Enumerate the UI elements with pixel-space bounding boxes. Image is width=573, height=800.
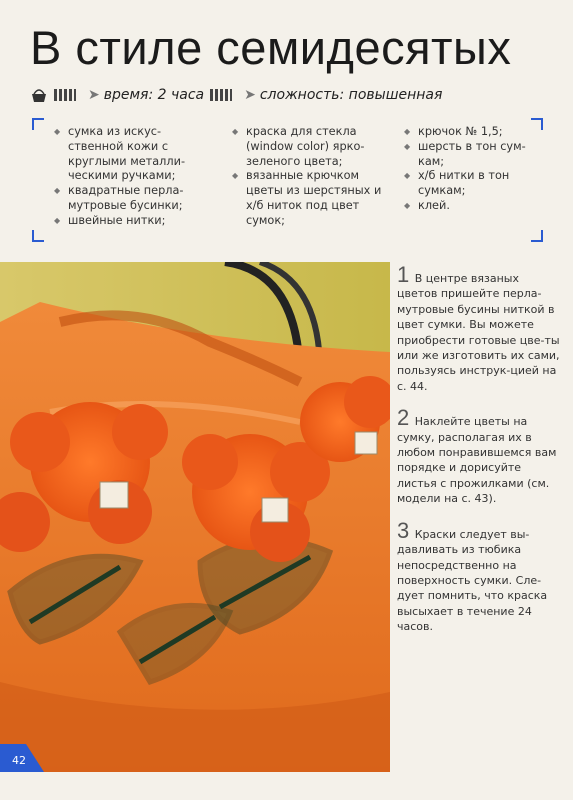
step-number: 3: [397, 517, 410, 543]
step-2: [397, 407, 562, 506]
material-item: ◆ х/б нитки в тон сумкам;: [404, 169, 544, 199]
step-text: Краски следует вы-давливать из тюбика непосредственно на поверхность сумки. Сле-дует помнить, что краска высыхает в течение 24 часов.: [397, 527, 548, 634]
material-item: ◆ краска для стекла (window color) ярко-зеленого цвета;: [232, 125, 382, 169]
materials-list: [48, 125, 548, 245]
materials-column-1: [54, 125, 204, 229]
step-text: В центре вязаных цветов пришейте перла-мутровые бусины ниткой в цвет сумки. Вы можете приобрести готовые цве-ты или же изготовить их сами, пользуясь инструк-цией на с. 44.: [397, 272, 560, 393]
arrow-hatch-icon: [210, 89, 232, 101]
difficulty-label: сложность: повышенная: [259, 87, 443, 103]
frame-corner: [32, 118, 44, 130]
material-item: ◆ сумка из искус-ственной кожи с круглыми металли-ческими ручками;: [54, 125, 204, 184]
material-item: ◆ шерсть в тон сум-кам;: [404, 140, 544, 170]
material-item: ◆ швейные нитки;: [54, 214, 204, 229]
page-title: В стиле семидесятых: [30, 21, 512, 74]
bag-photo: [0, 262, 390, 772]
step-text: Наклейте цветы на сумку, располагая их в любом понравившемся вам порядке и дорисуйте листья с прожилками (см. модели на с. 43).: [397, 415, 557, 506]
materials-column-2: [232, 125, 382, 229]
instruction-steps: [397, 264, 562, 648]
step-3: [397, 517, 562, 635]
arrow-icon: ➤: [244, 87, 254, 103]
material-item: ◆ квадратные перла-мутровые бусинки;: [54, 184, 204, 214]
project-meta: [30, 82, 550, 108]
step-number: 2: [397, 405, 410, 431]
step-1: [397, 264, 562, 394]
frame-corner: [32, 230, 44, 242]
materials-column-3: [404, 125, 544, 214]
material-item: ◆ вязанные крючком цветы из шерстяных и х/б ниток под цвет сумок;: [232, 169, 382, 228]
basket-icon: [30, 86, 48, 104]
time-label: время: 2 часа: [103, 87, 205, 103]
arrow-icon: ➤: [88, 87, 98, 103]
arrow-hatch-icon: [54, 89, 76, 101]
material-item: ◆ клей.: [404, 199, 544, 214]
step-number: 1: [397, 262, 410, 287]
material-item: ◆ крючок № 1,5;: [404, 125, 544, 140]
page-number: 42: [12, 754, 26, 767]
